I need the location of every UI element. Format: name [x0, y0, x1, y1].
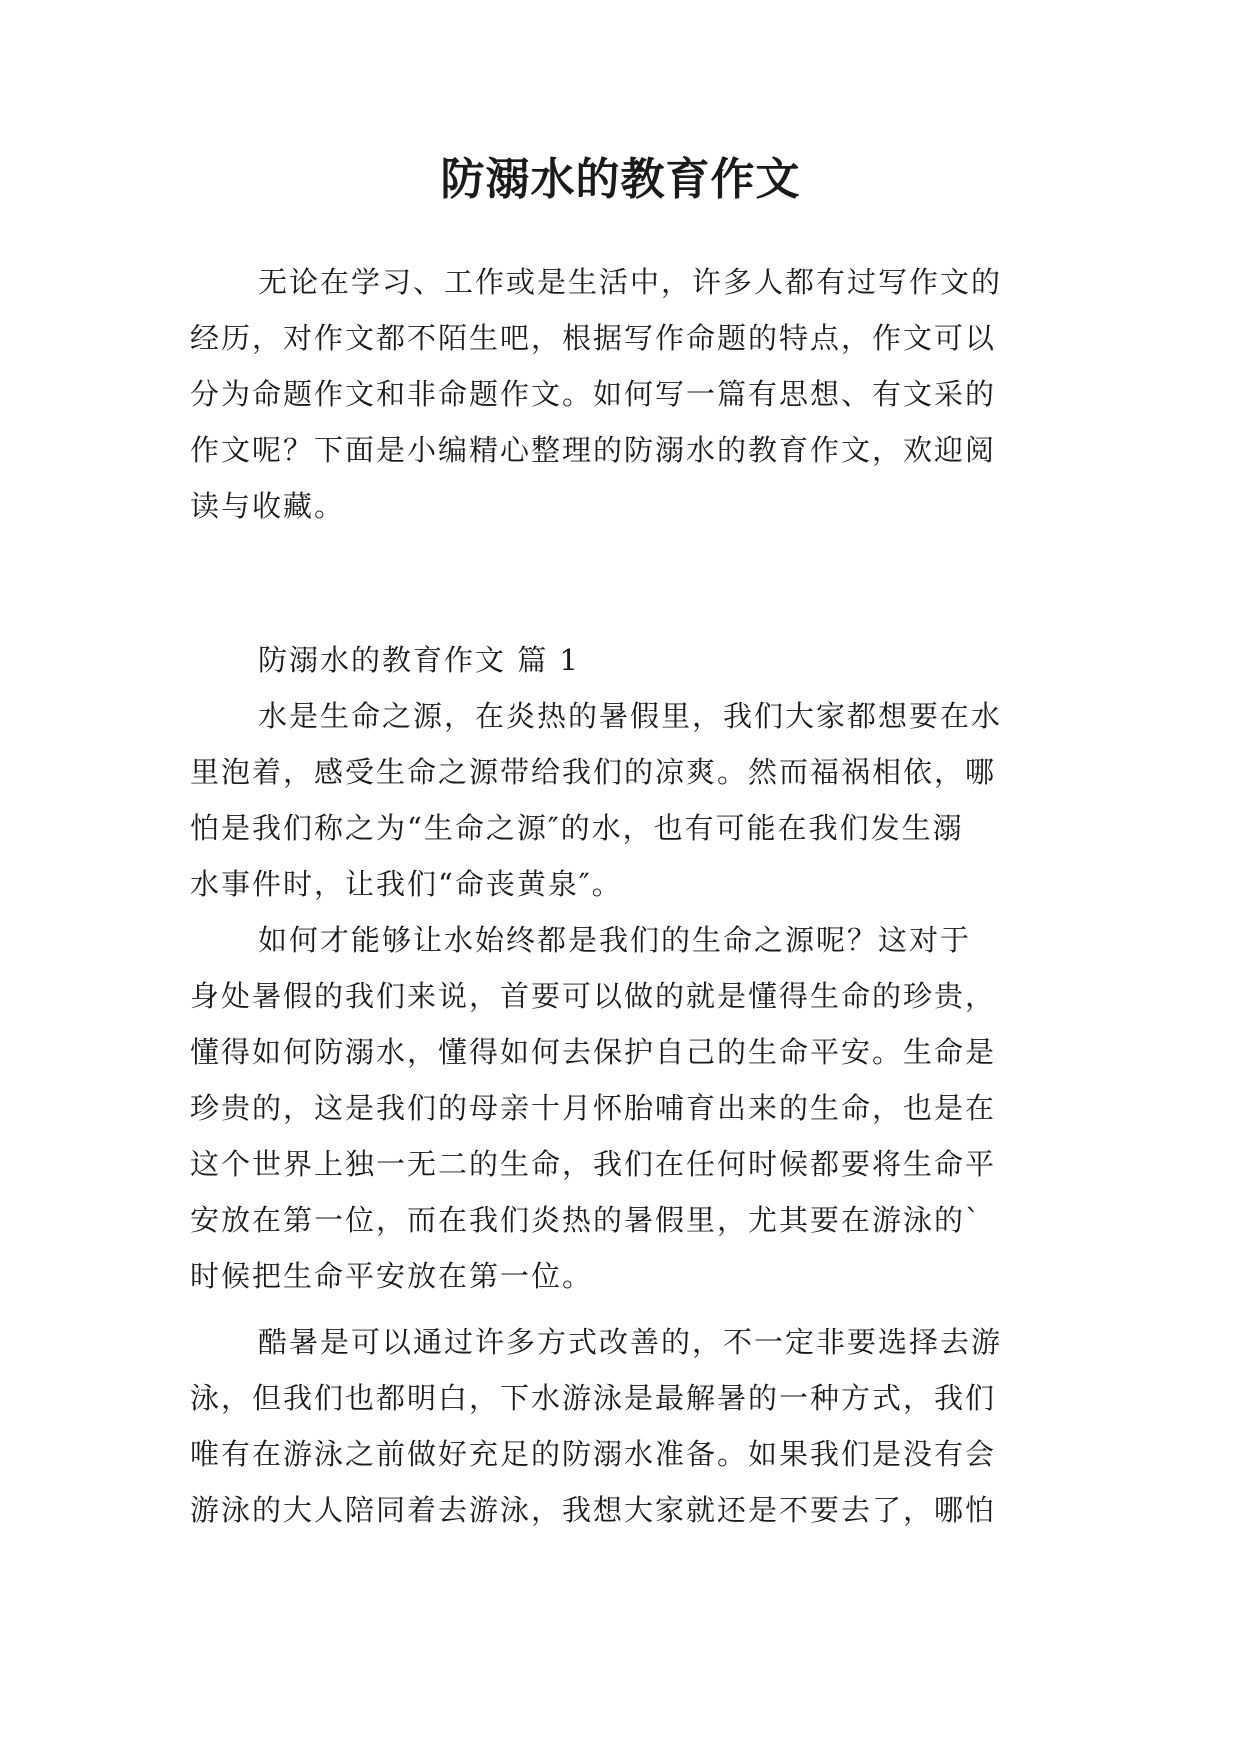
paragraph-line: 唯有在游泳之前做好充足的防溺水准备。如果我们是没有会 [190, 1437, 997, 1471]
paragraph-line: 里泡着，感受生命之源带给我们的凉爽。然而福祸相依，哪 [190, 755, 997, 789]
paragraph-line: 水事件时，让我们“命丧黄泉″。 [190, 867, 623, 901]
paragraph-line: 时候把生命平安放在第一位。 [190, 1259, 594, 1293]
body-paragraph-2 [190, 912, 1060, 1304]
paragraph-line: 身处暑假的我们来说，首要可以做的就是懂得生命的珍贵， [190, 979, 997, 1013]
intro-line: 分为命题作文和非命题作文。如何写一篇有思想、有文采的 [190, 377, 997, 411]
paragraph-line: 懂得如何防溺水，懂得如何去保护自己的生命平安。生命是 [190, 1035, 997, 1069]
paragraph-line: 安放在第一位，而在我们炎热的暑假里，尤其要在游泳的` [190, 1203, 982, 1237]
intro-line: 作文呢？下面是小编精心整理的防溺水的教育作文，欢迎阅 [190, 433, 997, 467]
paragraph-line: 酷暑是可以通过许多方式改善的，不一定非要选择去游 [258, 1325, 1003, 1359]
document-title: 防溺水的教育作文 [440, 154, 801, 205]
paragraph-line: 水是生命之源，在炎热的暑假里，我们大家都想要在水 [258, 699, 1003, 733]
body-paragraph-3 [190, 1314, 1060, 1538]
intro-line: 经历，对作文都不陌生吧，根据写作命题的特点，作文可以 [190, 321, 997, 355]
paragraph-line: 泳，但我们也都明白，下水游泳是最解暑的一种方式，我们 [190, 1381, 997, 1415]
intro-line: 读与收藏。 [190, 489, 346, 523]
paragraph-line: 如何才能够让水始终都是我们的生命之源呢？这对于 [258, 923, 972, 957]
intro-paragraph [190, 254, 1060, 534]
section-heading: 防溺水的教育作文 篇 1 [258, 643, 580, 677]
intro-line: 无论在学习、工作或是生活中，许多人都有过写作文的 [258, 265, 1003, 299]
paragraph-line: 游泳的大人陪同着去游泳，我想大家就还是不要去了，哪怕 [190, 1493, 997, 1527]
paragraph-line: 怕是我们称之为“生命之源″的水，也有可能在我们发生溺 [190, 811, 964, 845]
body-paragraph-1 [190, 688, 1060, 912]
paragraph-line: 这个世界上独一无二的生命，我们在任何时候都要将生命平 [190, 1147, 997, 1181]
paragraph-line: 珍贵的，这是我们的母亲十月怀胎哺育出来的生命，也是在 [190, 1091, 997, 1125]
